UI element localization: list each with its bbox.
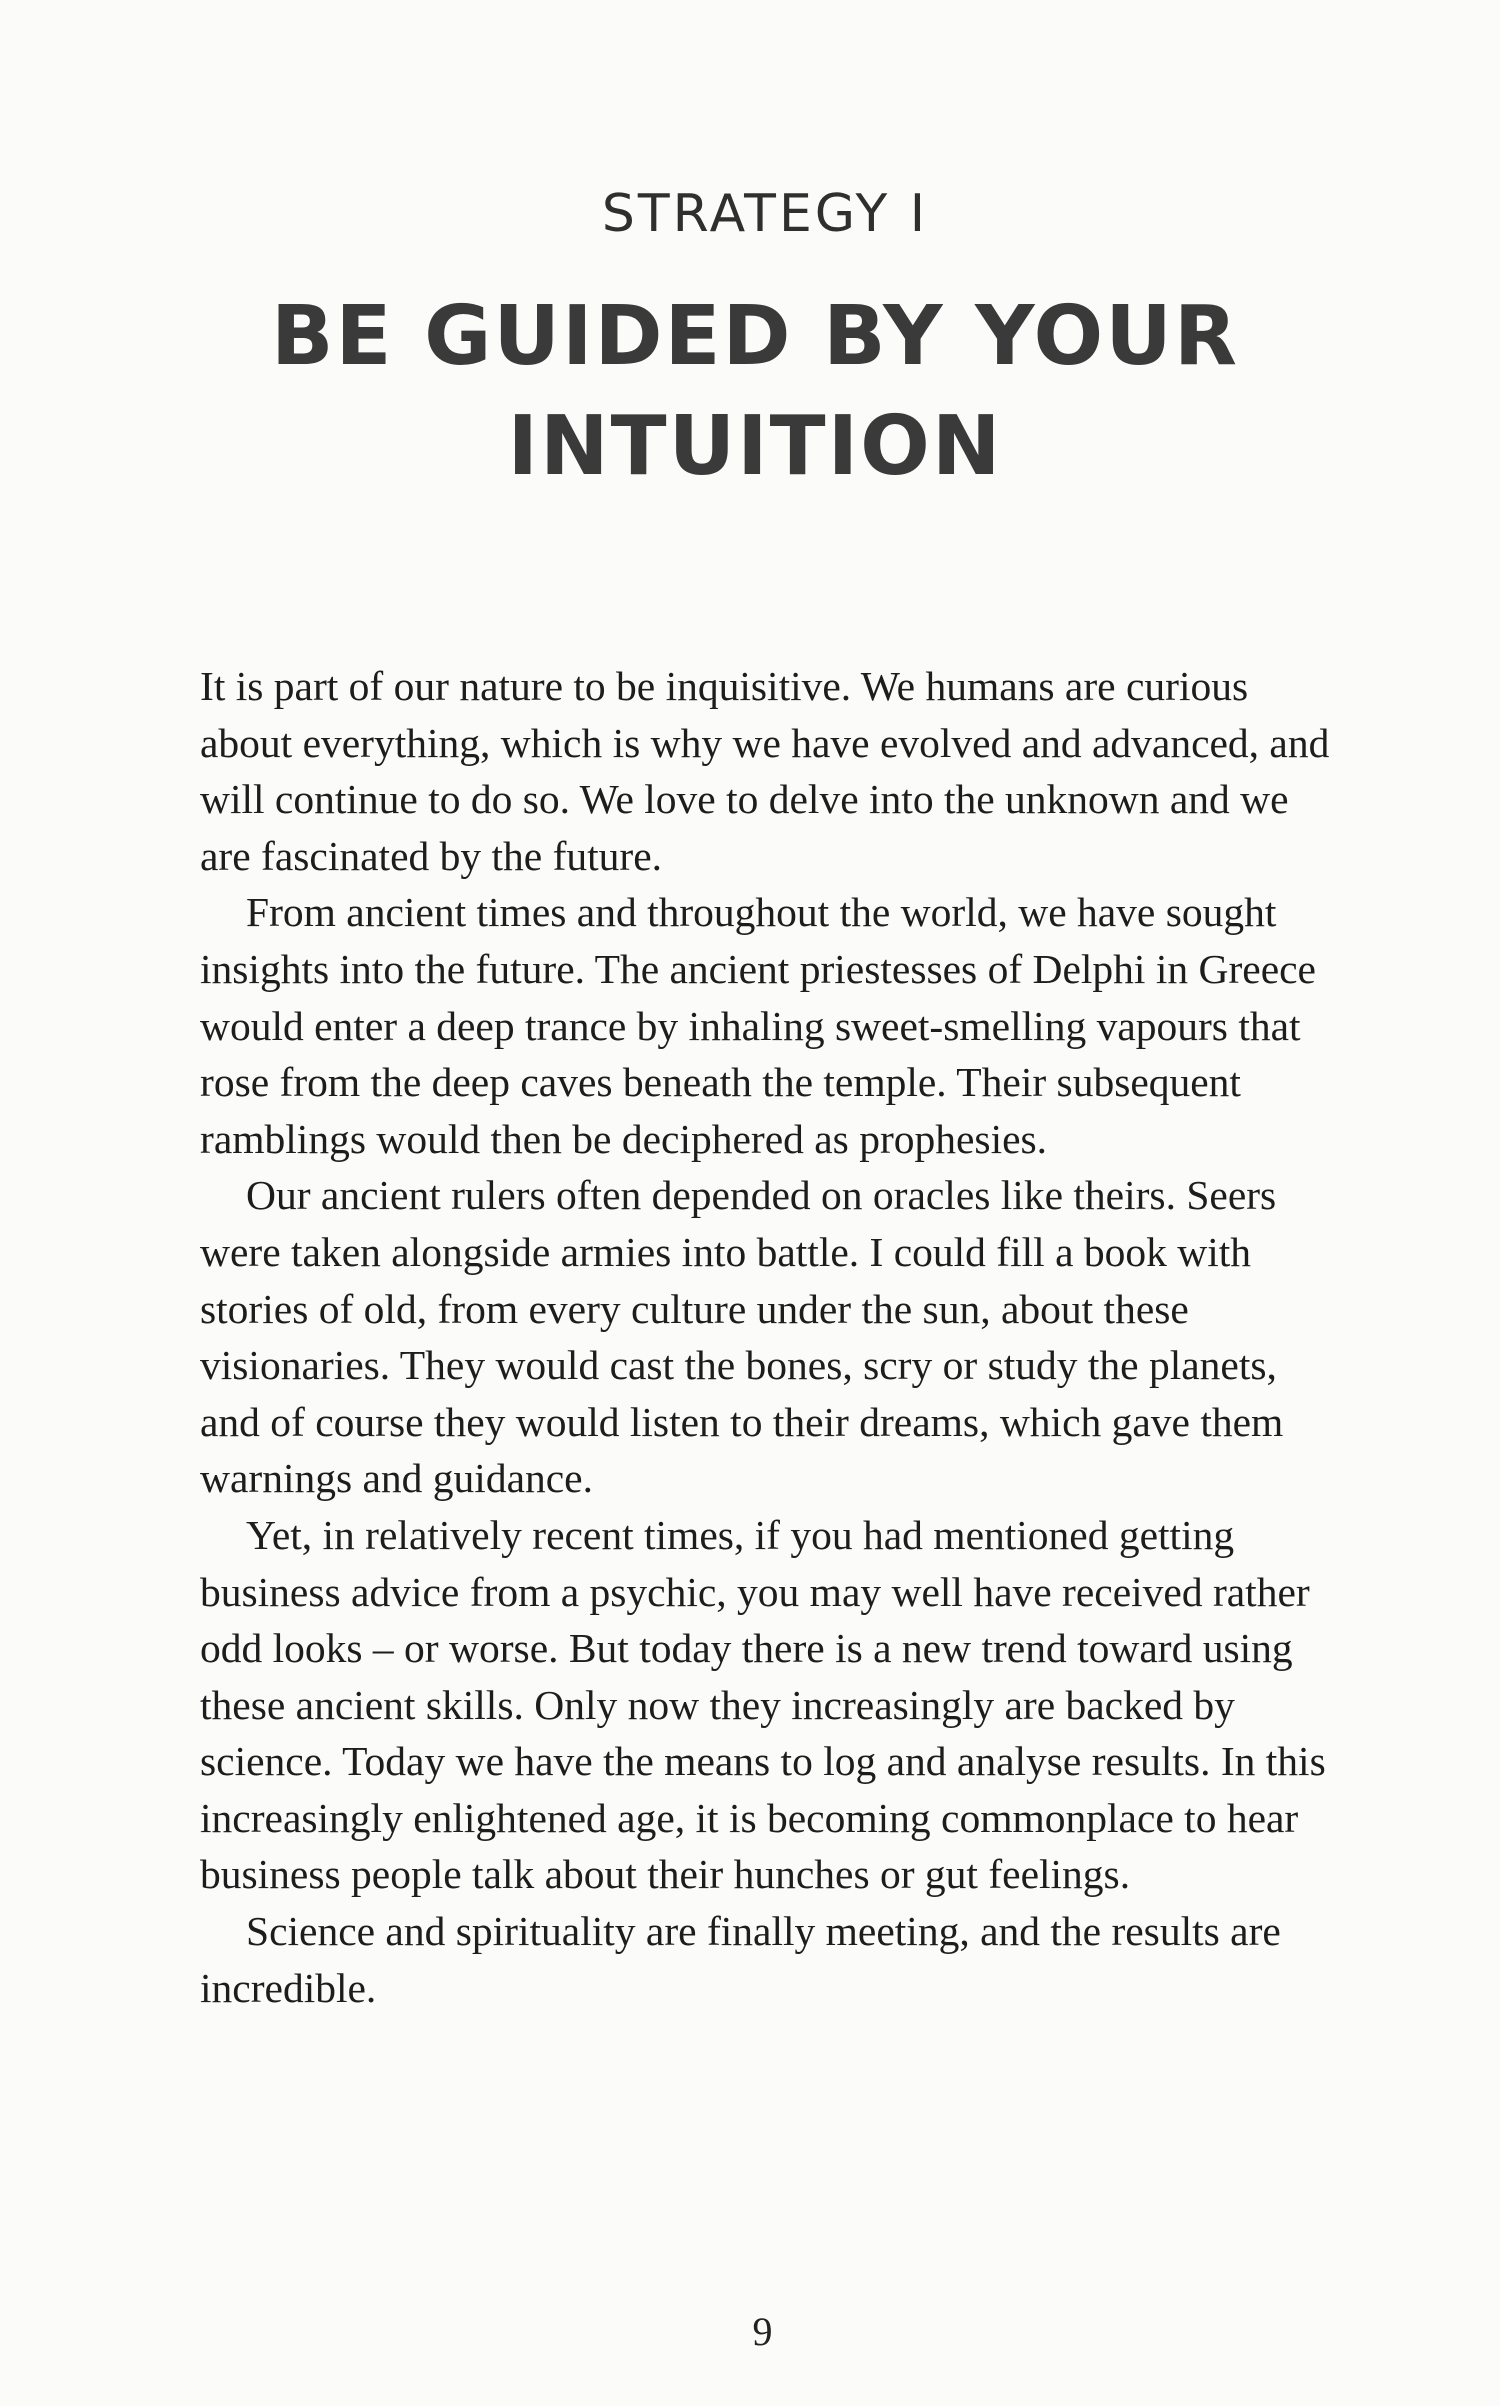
chapter-title-line-1: BE GUIDED BY YOUR: [271, 289, 1239, 384]
paragraph-1: It is part of our nature to be inquisitive. We humans are curious about everything, which is why we have evolved and advanced, and will continue to do so. We love to delve into the unknown and we are fascinated by the future.: [200, 663, 1330, 879]
paragraph-3: Our ancient rulers often depended on oracles like theirs. Seers were taken alongside armies into battle. I could fill a book with stories of old, from every culture under the sun, about these visionaries. They would cast the bones, scry or study the planets, and of course they would listen to their dreams, which gave them warnings and guidance.: [200, 1172, 1284, 1502]
chapter-title: [0, 282, 1500, 502]
paragraph-4: Yet, in relatively recent times, if you had mentioned getting business advice from a psychic, you may well have received rather odd looks – or worse. But today there is a new trend toward using these ancient skills. Only now they increasingly are backed by science. Today we have the means to log and analyse results. In this increasingly enlightened age, it is becoming commonplace to hear business people talk about their hunches or gut feelings.: [200, 1511, 1326, 1898]
chapter-label: STRATEGY I: [601, 184, 929, 244]
paragraph-2: From ancient times and throughout the world, we have sought insights into the future. The ancient priestesses of Delphi in Greece would enter a deep trance by inhaling sweet-smelling vapours that rose from the deep caves beneath the temple. Their subsequent ramblings would then be deciphered as prophesies.: [200, 889, 1316, 1162]
chapter-title-line-2: INTUITION: [507, 399, 1003, 494]
page-number: 9: [752, 2309, 773, 2354]
body-text: [200, 658, 1336, 2016]
paragraph-5: Science and spirituality are finally meeting, and the results are incredible.: [200, 1908, 1281, 2011]
